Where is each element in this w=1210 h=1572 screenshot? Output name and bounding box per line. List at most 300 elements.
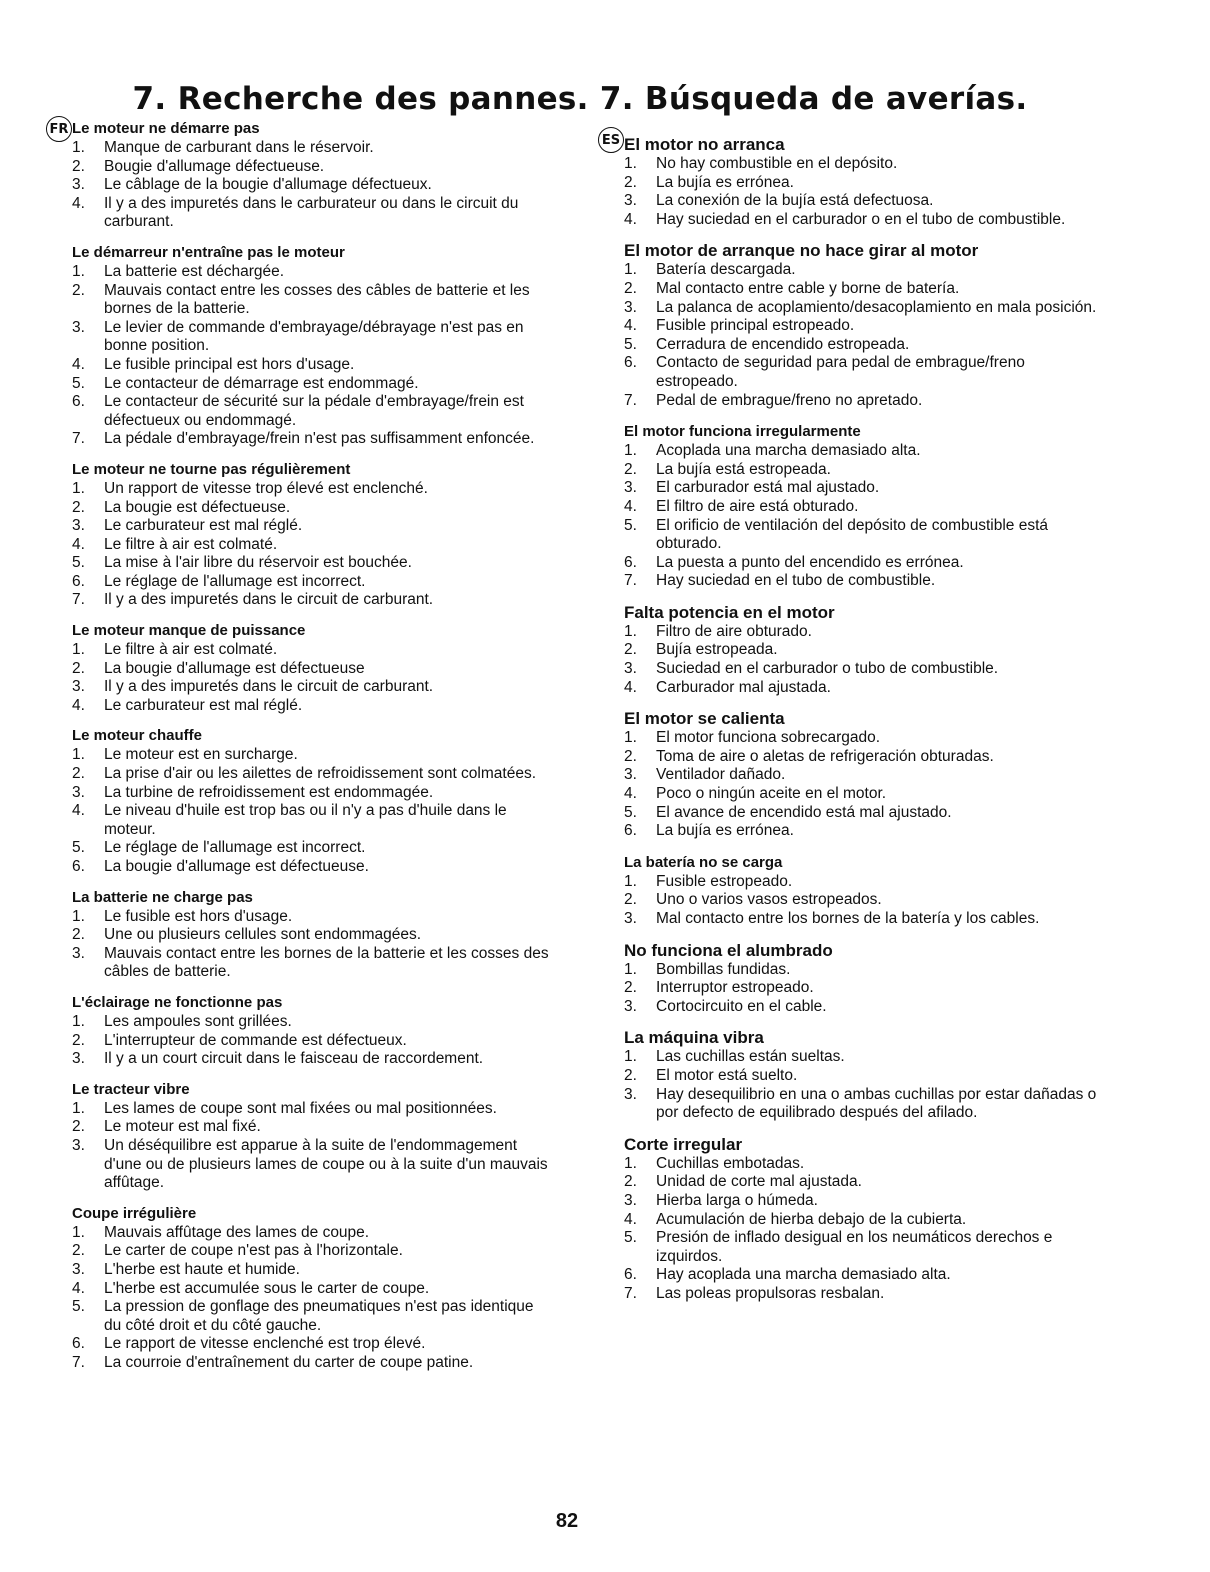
list-item xyxy=(624,979,1110,998)
list-item xyxy=(72,1335,552,1354)
item-number: 2. xyxy=(624,891,637,909)
item-number: 2. xyxy=(624,1173,637,1191)
item-number: 3. xyxy=(72,1050,85,1068)
item-number: 4. xyxy=(624,497,637,515)
section-heading: Le moteur ne démarre pas xyxy=(72,120,260,137)
cause-list xyxy=(72,263,552,449)
cause-list xyxy=(72,1100,552,1193)
item-number: 3. xyxy=(624,479,637,497)
list-item xyxy=(624,891,1110,910)
item-number: 3. xyxy=(72,944,85,962)
item-text: Batería descargada. xyxy=(656,261,796,279)
item-text: Unidad de corte mal ajustada. xyxy=(656,1173,862,1191)
list-item xyxy=(624,748,1110,767)
item-number: 5. xyxy=(624,335,637,353)
item-text: La bougie d'allumage est défectueuse xyxy=(104,659,365,677)
item-text: La conexión de la bujía está defectuosa. xyxy=(656,192,934,210)
item-text: Hay suciedad en el tubo de combustible. xyxy=(656,572,936,590)
list-item xyxy=(624,174,1110,193)
troubleshooting-section xyxy=(624,135,1110,229)
item-number: 3. xyxy=(624,910,637,927)
item-number: 1. xyxy=(624,442,637,460)
list-item xyxy=(72,697,552,716)
item-text: Mauvais contact entre les cosses des câbles de batterie et les bornes de la batterie. xyxy=(104,281,530,318)
item-number: 4. xyxy=(624,210,637,228)
list-item xyxy=(72,746,552,765)
column-french xyxy=(72,120,552,1384)
item-number: 1. xyxy=(624,155,637,172)
section-heading: El motor de arranque no hace girar al motor xyxy=(624,241,979,261)
list-item xyxy=(72,263,552,282)
item-text: Cerradura de encendido estropeada. xyxy=(656,335,910,353)
item-number: 3. xyxy=(624,1191,637,1209)
list-item xyxy=(624,785,1110,804)
list-item xyxy=(624,299,1110,318)
item-number: 6. xyxy=(624,1266,637,1284)
list-item xyxy=(624,1048,1110,1067)
item-number: 6. xyxy=(624,822,637,840)
section-heading: El motor no arranca xyxy=(624,135,785,154)
item-text: Fusible principal estropeado. xyxy=(656,317,855,335)
troubleshooting-section xyxy=(624,241,1110,410)
list-item xyxy=(72,480,552,499)
item-number: 1. xyxy=(72,1099,85,1117)
item-text: El orificio de ventilación del depósito de combustible está obturado. xyxy=(656,516,1049,553)
cause-list xyxy=(72,908,552,982)
item-text: Cortocircuito en el cable. xyxy=(656,997,827,1015)
cause-list xyxy=(624,623,1110,697)
item-number: 3. xyxy=(72,1136,85,1154)
item-text: La bougie est défectueuse. xyxy=(104,498,291,516)
cause-list xyxy=(624,961,1110,1017)
list-item xyxy=(624,461,1110,480)
item-number: 2. xyxy=(624,279,637,297)
list-item xyxy=(72,176,552,195)
list-item xyxy=(624,392,1110,411)
item-number: 3. xyxy=(624,192,637,210)
item-text: La puesta a punto del encendido es errónea. xyxy=(656,553,964,571)
list-item xyxy=(72,1137,552,1193)
list-item xyxy=(624,211,1110,230)
item-text: Mal contacto entre cable y borne de batería. xyxy=(656,279,960,297)
cause-list xyxy=(72,480,552,610)
item-number: 5. xyxy=(72,1298,85,1316)
section-heading: L'éclairage ne fonctionne pas xyxy=(72,993,283,1011)
item-text: Il y a des impuretés dans le circuit de carburant. xyxy=(104,678,434,696)
list-item xyxy=(72,1242,552,1261)
item-number: 3. xyxy=(72,678,85,696)
item-number: 1. xyxy=(72,907,85,925)
list-item xyxy=(72,195,552,232)
list-item xyxy=(72,1224,552,1243)
item-text: La batterie est déchargée. xyxy=(104,262,285,280)
section-heading: No funciona el alumbrado xyxy=(624,940,833,960)
list-item xyxy=(624,729,1110,748)
item-number: 2. xyxy=(624,460,637,478)
item-text: La palanca de acoplamiento/desacoplamiento en mala posición. xyxy=(656,298,1097,316)
item-text: L'herbe est accumulée sous le carter de coupe. xyxy=(104,1279,430,1297)
troubleshooting-section xyxy=(72,120,552,232)
list-item xyxy=(624,822,1110,841)
item-text: Hierba larga o húmeda. xyxy=(656,1191,818,1209)
troubleshooting-section xyxy=(624,709,1110,841)
list-item xyxy=(72,1298,552,1335)
item-text: Manque de carburant dans le réservoir. xyxy=(104,139,374,156)
item-number: 1. xyxy=(72,479,85,497)
list-item xyxy=(624,317,1110,336)
item-number: 3. xyxy=(624,298,637,316)
item-text: Un rapport de vitesse trop élevé est enclenché. xyxy=(104,479,428,497)
item-text: Le contacteur de sécurité sur la pédale d'embrayage/frein est défectueux ou endommagé. xyxy=(104,393,524,429)
item-text: Les ampoules sont grillées. xyxy=(104,1012,292,1030)
list-item xyxy=(624,1192,1110,1211)
troubleshooting-section xyxy=(72,994,552,1069)
list-item xyxy=(624,679,1110,698)
item-text: Carburador mal ajustada. xyxy=(656,678,831,696)
list-item xyxy=(624,1211,1110,1230)
item-text: La bujía está estropeada. xyxy=(656,460,831,478)
item-number: 2. xyxy=(72,281,85,299)
troubleshooting-section xyxy=(72,461,552,610)
item-number: 1. xyxy=(72,1012,85,1030)
item-text: Presión de inflado desigual en los neumáticos derechos e izquirdos. xyxy=(656,1229,1053,1265)
list-item xyxy=(72,765,552,784)
section-heading: Le démarreur n'entraîne pas le moteur xyxy=(72,243,345,261)
item-text: Le réglage de l'allumage est incorrect. xyxy=(104,572,366,590)
list-item xyxy=(72,375,552,394)
item-text: La turbine de refroidissement est endommagée. xyxy=(104,783,434,801)
item-text: Fusible estropeado. xyxy=(656,872,793,890)
cause-list xyxy=(624,442,1110,591)
item-text: La prise d'air ou les ailettes de refroidissement sont colmatées. xyxy=(104,765,537,783)
item-text: Cuchillas embotadas. xyxy=(656,1154,805,1172)
item-text: Las cuchillas están sueltas. xyxy=(656,1048,845,1066)
troubleshooting-section xyxy=(624,941,1110,1017)
item-number: 1. xyxy=(624,872,637,890)
cause-list xyxy=(624,873,1110,929)
item-number: 3. xyxy=(72,517,85,535)
list-item xyxy=(624,554,1110,573)
item-text: Le filtre à air est colmaté. xyxy=(104,641,278,659)
item-number: 1. xyxy=(624,1154,637,1172)
item-number: 4. xyxy=(72,355,85,373)
list-item xyxy=(624,572,1110,591)
list-item xyxy=(72,139,552,158)
troubleshooting-section xyxy=(72,244,552,449)
section-heading: Le moteur chauffe xyxy=(72,727,203,745)
item-number: 2. xyxy=(72,659,85,677)
item-text: Interruptor estropeado. xyxy=(656,979,814,997)
item-text: Le carburateur est mal réglé. xyxy=(104,696,303,714)
item-text: Le contacteur de démarrage est endommagé. xyxy=(104,374,419,392)
list-item xyxy=(624,442,1110,461)
item-number: 3. xyxy=(72,318,85,336)
list-item xyxy=(624,1173,1110,1192)
item-number: 1. xyxy=(624,960,637,978)
item-number: 5. xyxy=(72,374,85,392)
list-item xyxy=(624,261,1110,280)
item-number: 7. xyxy=(72,1353,85,1371)
item-text: Une ou plusieurs cellules sont endommagées. xyxy=(104,926,422,944)
item-text: Filtro de aire obturado. xyxy=(656,622,812,640)
item-number: 6. xyxy=(72,1335,85,1353)
cause-list xyxy=(72,641,552,715)
item-number: 5. xyxy=(624,1229,637,1247)
item-number: 1. xyxy=(624,729,637,747)
item-text: Il y a des impuretés dans le carburateur ou dans le circuit du carburant. xyxy=(104,194,519,231)
section-heading: La batterie ne charge pas xyxy=(72,888,253,906)
troubleshooting-section xyxy=(624,422,1110,591)
section-heading: Le tracteur vibre xyxy=(72,1080,190,1098)
list-item xyxy=(72,573,552,592)
item-text: Le moteur est en surcharge. xyxy=(104,746,298,764)
list-item xyxy=(624,873,1110,892)
item-number: 4. xyxy=(624,317,637,335)
item-text: Le filtre à air est colmaté. xyxy=(104,535,278,553)
item-number: 7. xyxy=(72,430,85,448)
list-item xyxy=(624,354,1110,391)
item-number: 4. xyxy=(72,535,85,553)
section-heading: El motor se calienta xyxy=(624,709,785,729)
list-item xyxy=(72,1100,552,1119)
list-item xyxy=(72,393,552,430)
item-number: 2. xyxy=(624,641,637,659)
item-number: 2. xyxy=(624,979,637,997)
item-number: 6. xyxy=(72,858,85,875)
item-number: 3. xyxy=(72,783,85,801)
item-text: Hay suciedad en el carburador o en el tubo de combustible. xyxy=(656,210,1066,228)
item-number: 6. xyxy=(624,354,637,372)
item-number: 5. xyxy=(72,839,85,857)
item-text: L'interrupteur de commande est défectueux. xyxy=(104,1031,407,1049)
troubleshooting-section xyxy=(72,1205,552,1373)
item-number: 4. xyxy=(72,1279,85,1297)
list-item xyxy=(624,1067,1110,1086)
item-number: 2. xyxy=(624,173,637,191)
cause-list xyxy=(624,729,1110,841)
item-number: 3. xyxy=(624,660,637,678)
item-number: 4. xyxy=(624,678,637,696)
list-item xyxy=(72,1032,552,1051)
list-item xyxy=(624,1266,1110,1285)
item-text: L'herbe est haute et humide. xyxy=(104,1260,300,1278)
item-text: Un déséquilibre est apparue à la suite de l'endommagement d'une ou de plusieurs lames de coupe ou à la suite d'un mauvais affûtage. xyxy=(104,1136,548,1192)
item-number: 4. xyxy=(72,194,85,212)
list-item xyxy=(72,926,552,945)
item-text: La courroie d'entraînement du carter de coupe patine. xyxy=(104,1353,474,1371)
item-text: Hay acoplada una marcha demasiado alta. xyxy=(656,1266,951,1284)
list-item xyxy=(72,908,552,927)
list-item xyxy=(72,945,552,982)
section-heading: Le moteur manque de puissance xyxy=(72,622,306,640)
item-text: Le rapport de vitesse enclenché est trop élevé. xyxy=(104,1335,426,1353)
list-item xyxy=(72,1050,552,1069)
section-heading: Corte irregular xyxy=(624,1134,743,1154)
section-heading: Falta potencia en el motor xyxy=(624,602,835,622)
list-item xyxy=(624,961,1110,980)
item-number: 2. xyxy=(72,1031,85,1049)
item-number: 1. xyxy=(72,262,85,280)
item-text: Il y a un court circuit dans le faisceau de raccordement. xyxy=(104,1050,484,1068)
item-text: Mal contacto entre los bornes de la batería y los cables. xyxy=(656,910,1040,927)
list-item xyxy=(72,499,552,518)
list-item xyxy=(72,660,552,679)
list-item xyxy=(624,517,1110,554)
troubleshooting-section xyxy=(72,622,552,715)
list-item xyxy=(72,1280,552,1299)
item-number: 5. xyxy=(72,554,85,572)
item-text: Las poleas propulsoras resbalan. xyxy=(656,1284,885,1302)
column-spanish xyxy=(624,135,1110,1316)
list-item xyxy=(624,766,1110,785)
item-number: 2. xyxy=(72,765,85,783)
item-number: 6. xyxy=(624,553,637,571)
troubleshooting-section xyxy=(624,603,1110,697)
item-text: Le câblage de la bougie d'allumage défectueux. xyxy=(104,176,432,194)
item-number: 4. xyxy=(624,1210,637,1228)
item-number: 2. xyxy=(72,1118,85,1136)
list-item xyxy=(624,660,1110,679)
troubleshooting-section xyxy=(624,853,1110,929)
item-number: 2. xyxy=(72,926,85,944)
item-number: 1. xyxy=(72,1223,85,1241)
item-text: La bujía es errónea. xyxy=(656,173,794,191)
cause-list xyxy=(72,1224,552,1373)
item-text: Le moteur est mal fixé. xyxy=(104,1118,261,1136)
item-number: 1. xyxy=(72,746,85,764)
cause-list xyxy=(72,746,552,876)
cause-list xyxy=(72,1013,552,1069)
troubleshooting-section xyxy=(624,1135,1110,1304)
list-item xyxy=(72,430,552,449)
item-text: Poco o ningún aceite en el motor. xyxy=(656,785,887,803)
list-item xyxy=(624,910,1110,929)
language-badge-fr: FR xyxy=(46,116,72,142)
item-number: 7. xyxy=(624,572,637,590)
item-text: Bombillas fundidas. xyxy=(656,960,791,978)
list-item xyxy=(624,280,1110,299)
item-text: Le fusible principal est hors d'usage. xyxy=(104,355,355,373)
list-item xyxy=(624,479,1110,498)
item-number: 3. xyxy=(624,997,637,1015)
item-number: 3. xyxy=(624,766,637,784)
item-text: La mise à l'air libre du réservoir est bouchée. xyxy=(104,554,412,572)
item-text: No hay combustible en el depósito. xyxy=(656,155,898,172)
list-item xyxy=(72,282,552,319)
item-text: La pédale d'embrayage/frein n'est pas suffisamment enfoncée. xyxy=(104,430,535,448)
item-text: El avance de encendido está mal ajustado. xyxy=(656,803,952,821)
list-item xyxy=(624,998,1110,1017)
item-text: Bujía estropeada. xyxy=(656,641,778,659)
item-number: 3. xyxy=(72,1260,85,1278)
list-item xyxy=(624,192,1110,211)
item-number: 1. xyxy=(72,139,85,156)
item-number: 4. xyxy=(624,785,637,803)
list-item xyxy=(624,1086,1110,1123)
page-number: 82 xyxy=(555,1510,579,1532)
item-text: Le levier de commande d'embrayage/débrayage n'est pas en bonne position. xyxy=(104,318,524,355)
item-text: Le carburateur est mal réglé. xyxy=(104,517,303,535)
item-text: El motor funciona sobrecargado. xyxy=(656,729,881,747)
item-text: El filtro de aire está obturado. xyxy=(656,497,859,515)
list-item xyxy=(624,498,1110,517)
list-item xyxy=(624,1155,1110,1174)
item-text: Hay desequilibrio en una o ambas cuchillas por estar dañadas o por defecto de equilibrado después del afilado. xyxy=(656,1085,1097,1122)
item-text: Uno o varios vasos estropeados. xyxy=(656,891,882,909)
list-item xyxy=(624,1285,1110,1304)
section-heading: Coupe irrégulière xyxy=(72,1204,197,1222)
list-item xyxy=(624,641,1110,660)
list-item xyxy=(72,784,552,803)
list-item xyxy=(72,858,552,877)
item-number: 4. xyxy=(72,802,85,820)
list-item xyxy=(72,1118,552,1137)
cause-list xyxy=(624,1048,1110,1122)
cause-list xyxy=(624,1155,1110,1304)
list-item xyxy=(72,678,552,697)
item-text: Les lames de coupe sont mal fixées ou mal positionnées. xyxy=(104,1099,497,1117)
troubleshooting-section xyxy=(72,1081,552,1193)
item-number: 6. xyxy=(72,393,85,411)
item-number: 2. xyxy=(72,498,85,516)
item-text: Le réglage de l'allumage est incorrect. xyxy=(104,839,366,857)
item-text: Le carter de coupe n'est pas à l'horizontale. xyxy=(104,1242,403,1260)
item-text: La bougie d'allumage est défectueuse. xyxy=(104,858,369,875)
troubleshooting-section xyxy=(72,889,552,982)
item-number: 4. xyxy=(72,696,85,714)
list-item xyxy=(624,155,1110,174)
item-text: Acoplada una marcha demasiado alta. xyxy=(656,442,921,460)
item-number: 1. xyxy=(624,1048,637,1066)
item-number: 6. xyxy=(72,572,85,590)
list-item xyxy=(72,1013,552,1032)
item-text: El carburador está mal ajustado. xyxy=(656,479,880,497)
language-badge-es: ES xyxy=(598,127,624,153)
cause-list xyxy=(624,155,1110,229)
item-number: 3. xyxy=(72,176,85,194)
list-item xyxy=(624,1229,1110,1266)
cause-list xyxy=(72,139,552,232)
list-item xyxy=(72,802,552,839)
item-number: 5. xyxy=(624,516,637,534)
list-item xyxy=(72,356,552,375)
list-item xyxy=(72,319,552,356)
item-text: Acumulación de hierba debajo de la cubierta. xyxy=(656,1210,967,1228)
item-number: 2. xyxy=(72,157,85,175)
section-heading: La batería no se carga xyxy=(624,853,783,871)
item-text: Mauvais affûtage des lames de coupe. xyxy=(104,1223,370,1241)
item-number: 7. xyxy=(624,391,637,409)
item-text: Ventilador dañado. xyxy=(656,766,786,784)
list-item xyxy=(72,591,552,610)
item-number: 2. xyxy=(624,1066,637,1084)
item-text: Le fusible est hors d'usage. xyxy=(104,907,293,925)
item-text: Il y a des impuretés dans le circuit de carburant. xyxy=(104,591,434,609)
item-text: La pression de gonflage des pneumatiques n'est pas identique du côté droit et du côté gauche. xyxy=(104,1298,534,1334)
item-text: Suciedad en el carburador o tubo de combustible. xyxy=(656,660,999,678)
item-text: Bougie d'allumage défectueuse. xyxy=(104,157,325,175)
list-item xyxy=(72,839,552,858)
item-text: El motor está suelto. xyxy=(656,1066,798,1084)
item-number: 7. xyxy=(72,591,85,609)
item-number: 7. xyxy=(624,1284,637,1302)
item-number: 5. xyxy=(624,803,637,821)
list-item xyxy=(72,554,552,573)
item-number: 1. xyxy=(624,622,637,640)
item-text: La bujía es errónea. xyxy=(656,822,794,840)
section-heading: La máquina vibra xyxy=(624,1028,764,1048)
item-number: 1. xyxy=(624,261,637,279)
